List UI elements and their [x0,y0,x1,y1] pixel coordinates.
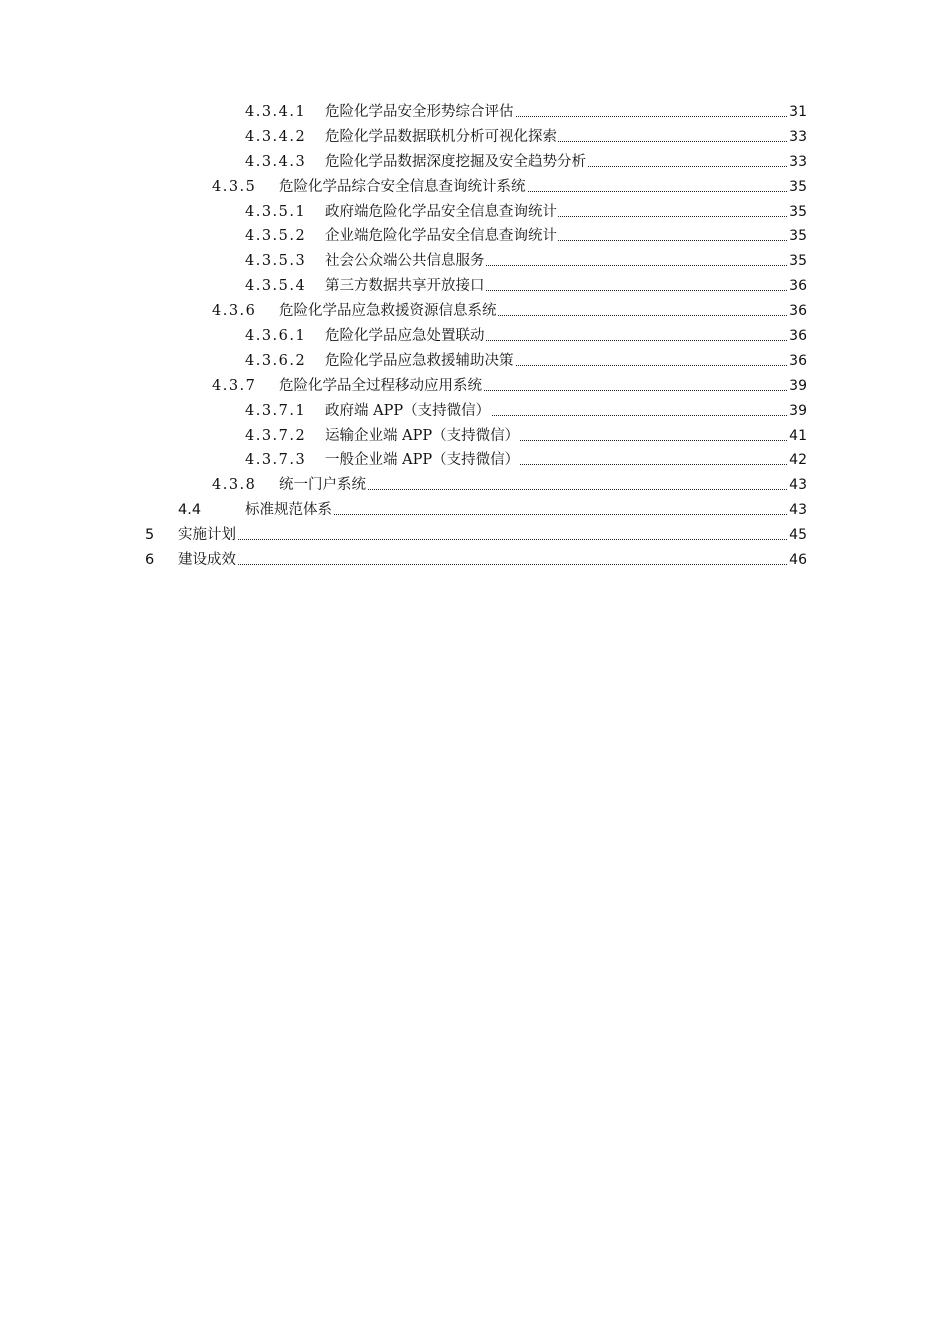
toc-entry-title: 危险化学品综合安全信息查询统计系统 [279,175,527,200]
toc-entry-page: 39 [788,399,807,424]
toc-entry-title: 企业端危险化学品安全信息查询统计 [325,224,558,249]
toc-entry[interactable] [0,200,950,225]
toc-entry-number: 4.3.5 [212,178,257,195]
toc-entry-page: 36 [788,324,807,349]
toc-entry-title: 统一门户系统 [279,473,367,498]
toc-entry-title: 危险化学品安全形势综合评估 [325,100,515,125]
toc-entry-page: 39 [788,374,807,399]
toc-entry[interactable] [0,349,950,374]
toc-entry-title: 社会公众端公共信息服务 [325,249,486,274]
toc-entry-number: 4.3.5.4 [245,278,307,295]
toc-entry-page: 45 [788,523,807,548]
toc-entry-page: 41 [788,424,807,449]
toc-entry[interactable] [0,448,950,473]
toc-entry-title: 实施计划 [178,523,237,548]
toc-leader-dots [178,564,787,565]
toc-entry-page: 36 [788,299,807,324]
toc-entry[interactable] [0,374,950,399]
toc-entry[interactable] [0,224,950,249]
toc-entry-title: 危险化学品应急救援辅助决策 [325,349,515,374]
toc-entry[interactable] [0,175,950,200]
toc-entry[interactable] [0,424,950,449]
toc-entry-page: 33 [788,150,807,175]
toc-entry-title: 标准规范体系 [245,498,333,523]
toc-entry-number: 4.3.7.1 [245,402,307,419]
toc-entry-number: 5 [145,527,155,544]
toc-entry[interactable] [0,324,950,349]
toc-entry-number: 4.3.6.1 [245,328,307,345]
toc-entry[interactable] [0,399,950,424]
table-of-contents [0,100,950,573]
toc-entry-number: 4.3.7 [212,377,257,394]
toc-entry-number: 4.3.4.1 [245,104,307,120]
toc-entry-page: 46 [788,548,807,573]
toc-entry[interactable] [0,150,950,175]
toc-entry[interactable] [0,523,950,548]
toc-entry-number: 6 [145,552,155,569]
toc-entry-title: 危险化学品全过程移动应用系统 [279,374,483,399]
toc-entry-page: 36 [788,274,807,299]
toc-entry-number: 4.4 [178,502,202,519]
toc-entry-title: 一般企业端 APP（支持微信） [325,448,520,473]
toc-entry[interactable] [0,473,950,498]
toc-entry-number: 4.3.4.2 [245,128,307,145]
toc-entry-title: 政府端危险化学品安全信息查询统计 [325,200,558,225]
toc-entry-number: 4.3.6.2 [245,352,307,369]
toc-entry-number: 4.3.5.3 [245,253,307,270]
toc-entry-number: 4.3.4.3 [245,153,307,170]
toc-entry-page: 31 [788,100,807,125]
toc-entry[interactable] [0,249,950,274]
toc-entry-title: 运输企业端 APP（支持微信） [325,424,520,449]
toc-entry[interactable] [0,125,950,150]
toc-entry-page: 35 [788,175,807,200]
toc-entry-page: 35 [788,249,807,274]
toc-entry-title: 政府端 APP（支持微信） [325,399,491,424]
toc-entry[interactable] [0,548,950,573]
toc-entry-number: 4.3.7.2 [245,427,307,444]
toc-entry-page: 43 [788,473,807,498]
toc-entry-number: 4.3.5.1 [245,203,307,220]
toc-entry-page: 42 [788,448,807,473]
toc-entry[interactable] [0,100,950,125]
toc-entry-page: 36 [788,349,807,374]
toc-entry-title: 建设成效 [178,548,237,573]
toc-leader-dots [178,539,787,540]
toc-entry-title: 危险化学品应急救援资源信息系统 [279,299,498,324]
toc-entry-page: 33 [788,125,807,150]
toc-entry-title: 危险化学品数据深度挖掘及安全趋势分析 [325,150,587,175]
toc-entry-number: 4.3.5.2 [245,228,307,245]
toc-entry-title: 危险化学品应急处置联动 [325,324,486,349]
toc-entry[interactable] [0,498,950,523]
toc-entry-number: 4.3.6 [212,303,257,320]
toc-entry-page: 35 [788,200,807,225]
toc-entry-title: 第三方数据共享开放接口 [325,274,486,299]
toc-entry-page: 43 [788,498,807,523]
toc-entry[interactable] [0,274,950,299]
toc-entry-number: 4.3.7.3 [245,452,307,469]
toc-entry-title: 危险化学品数据联机分析可视化探索 [325,125,558,150]
toc-entry[interactable] [0,299,950,324]
toc-entry-page: 35 [788,224,807,249]
toc-entry-number: 4.3.8 [212,477,257,494]
